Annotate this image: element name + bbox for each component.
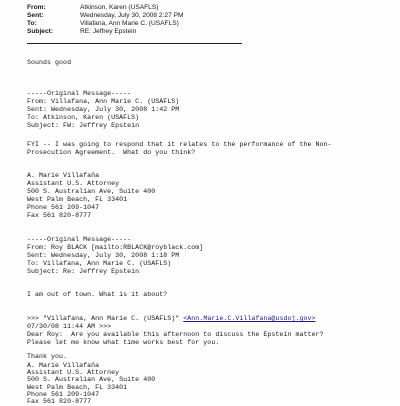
msg1-body-line: FYI -- I was going to respond that it relates to the performance of the Non- [27, 141, 332, 148]
sent-label: Sent: [27, 12, 44, 20]
email-link[interactable]: <Ann.Marie.C.Villafana@usdoj.gov> [183, 315, 316, 322]
signature-title: Assistant U.S. Attorney [27, 369, 120, 377]
quoted-prefix: >>> "Villafana, Ann Marie C. (USAFLS)" [27, 315, 184, 322]
quoted-header [27, 315, 316, 323]
msg1-subject: Subject: FW: Jeffrey Epstein [27, 122, 140, 129]
signature-street: 500 S. Australian Ave, Suite 400 [27, 188, 156, 195]
msg1-sent: Sent: Wednesday, July 30, 2008 1:42 PM [27, 106, 180, 113]
msg2-sent: Sent: Wednesday, July 30, 2008 1:18 PM [27, 252, 180, 259]
subject-value: RE: Jeffrey Epstein [80, 28, 137, 36]
from-value: Atkinson, Karen (USAFLS) [80, 4, 159, 11]
email-header [27, 4, 184, 36]
reply-text: Sounds good [27, 59, 72, 66]
msg2-body: I am out of town. What is it about? [27, 291, 168, 298]
signature-city: West Palm Beach, FL 33401 [27, 383, 128, 391]
subject-label: Subject: [27, 28, 54, 36]
to-label: To: [27, 20, 37, 28]
msg1-from: From: Villafana, Ann Marie C. (USAFLS) [27, 98, 180, 105]
msg1-body-line: Prosecution Agreement. What do you think? [27, 149, 196, 156]
original-message-divider: -----Original Message----- [27, 236, 132, 243]
quoted-time: 07/30/08 11:44 AM >>> [27, 323, 112, 330]
header-to-row [27, 20, 184, 28]
header-subject-row [27, 28, 184, 36]
msg2-subject: Subject: Re: Jeffrey Epstein [27, 268, 140, 275]
signature-city: West Palm Beach, FL 33401 [27, 196, 128, 203]
signature-fax: Fax 561 820-8777 [27, 398, 92, 405]
quoted-thanks: Thank you. [27, 353, 68, 360]
from-label: From: [27, 4, 46, 11]
header-from-row [27, 4, 184, 12]
to-value: Villafana, Ann Marie C. (USAFLS) [80, 20, 179, 28]
original-message-divider: -----Original Message----- [27, 90, 132, 97]
msg2-to: To: Villafana, Ann Marie C. (USAFLS) [27, 260, 172, 267]
header-sent-row [27, 12, 184, 20]
quoted-line: Please let me know what time works best for you. [27, 339, 220, 346]
signature-fax: Fax 561 820-8777 [27, 212, 92, 219]
signature-phone: Phone 561 209-1047 [27, 204, 100, 211]
sent-value: Wednesday, July 30, 2008 2:27 PM [80, 12, 184, 20]
signature-phone: Phone 561 209-1047 [27, 390, 100, 398]
quoted-line: Dear Roy: Are you available this afternoon to discuss the Epstein matter? [27, 331, 324, 338]
signature-name: A. Marie Villafaña [27, 362, 100, 369]
signature-street: 500 S. Australian Ave, Suite 400 [27, 376, 156, 384]
signature-title: Assistant U.S. Attorney [27, 180, 120, 187]
msg2-from: From: Roy BLACK [mailto:RBLACK@royblack.com] [27, 244, 204, 251]
msg1-to: To: Atkinson, Karen (USAFLS) [27, 114, 140, 121]
header-divider [27, 43, 242, 44]
signature-name: A. Marie Villafaña [27, 172, 100, 179]
